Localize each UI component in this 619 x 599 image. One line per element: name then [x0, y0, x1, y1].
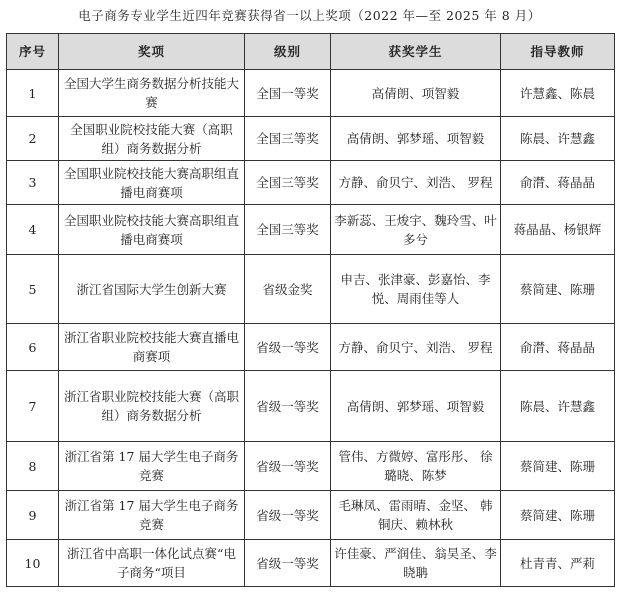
- header-teachers: 指导教师: [501, 34, 615, 70]
- cell-students: 申吉、张津豪、彭嘉怡、李悦、周雨佳等人: [331, 255, 501, 324]
- cell-students: 李新蕊、王焌宇、魏玲雪、叶多兮: [331, 205, 501, 255]
- cell-award: 浙江省职业院校技能大赛（高职组）商务数据分析: [59, 371, 245, 442]
- cell-students: 高倩朗、郭梦瑶、项智毅: [331, 371, 501, 442]
- cell-level: 省级一等奖: [245, 491, 331, 540]
- cell-no: 6: [7, 324, 59, 371]
- cell-level: 全国三等奖: [245, 117, 331, 161]
- awards-table: [6, 33, 615, 587]
- table-caption: 电子商务专业学生近四年竞赛获得省一以上奖项（2022 年—至 2025 年 8 月）: [78, 8, 541, 23]
- cell-students: 管伟、方微婷、富彤彤、 徐璐晓、陈梦: [331, 442, 501, 491]
- cell-no: 5: [7, 255, 59, 324]
- cell-no: 1: [7, 70, 59, 117]
- cell-award: 全国职业院校技能大赛高职组直播电商赛项: [59, 161, 245, 205]
- cell-level: 省级金奖: [245, 255, 331, 324]
- cell-award: 浙江省职业院校技能大赛直播电商赛项: [59, 324, 245, 371]
- cell-level: 省级一等奖: [245, 371, 331, 442]
- cell-award: 浙江省中高职一体化试点赛“电子商务“项目: [59, 540, 245, 587]
- cell-teachers: 俞潸、蒋晶晶: [501, 161, 615, 205]
- table-row: [7, 161, 615, 205]
- cell-teachers: 俞潸、蒋晶晶: [501, 324, 615, 371]
- table-row: [7, 324, 615, 371]
- cell-level: 省级一等奖: [245, 324, 331, 371]
- cell-students: 方静、俞贝宁、刘浩、 罗程: [331, 161, 501, 205]
- cell-teachers: 陈晨、许慧鑫: [501, 371, 615, 442]
- cell-no: 10: [7, 540, 59, 587]
- table-row: [7, 491, 615, 540]
- table-row: [7, 540, 615, 587]
- cell-level: 省级一等奖: [245, 540, 331, 587]
- cell-level: 全国一等奖: [245, 70, 331, 117]
- cell-award: 全国大学生商务数据分析技能大赛: [59, 70, 245, 117]
- cell-teachers: 许慧鑫、陈晨: [501, 70, 615, 117]
- cell-students: 高倩朗、郭梦瑶、项智毅: [331, 117, 501, 161]
- cell-students: 高倩朗、项智毅: [331, 70, 501, 117]
- table-row: [7, 117, 615, 161]
- cell-teachers: 蔡简建、陈珊: [501, 442, 615, 491]
- header-level: 级别: [245, 34, 331, 70]
- cell-level: 全国三等奖: [245, 205, 331, 255]
- cell-level: 全国三等奖: [245, 161, 331, 205]
- cell-teachers: 陈晨、许慧鑫: [501, 117, 615, 161]
- cell-award: 浙江省第 17 届大学生电子商务竞赛: [59, 491, 245, 540]
- table-row: [7, 371, 615, 442]
- cell-award: 浙江省第 17 届大学生电子商务竞赛: [59, 442, 245, 491]
- cell-students: 毛琳凤、雷雨晴、金坚、 韩铜庆、赖林秋: [331, 491, 501, 540]
- cell-teachers: 蔡简建、陈珊: [501, 255, 615, 324]
- cell-award: 全国职业院校技能大赛高职组直播电商赛项: [59, 205, 245, 255]
- cell-students: 许佳豪、严润佳、翁昊圣、李晓聃: [331, 540, 501, 587]
- cell-no: 3: [7, 161, 59, 205]
- cell-no: 4: [7, 205, 59, 255]
- cell-award: 全国职业院校技能大赛（高职组）商务数据分析: [59, 117, 245, 161]
- cell-teachers: 蔡简建、陈珊: [501, 491, 615, 540]
- table-row: [7, 205, 615, 255]
- cell-teachers: 杜青青、严莉: [501, 540, 615, 587]
- header-students: 获奖学生: [331, 34, 501, 70]
- header-award: 奖项: [59, 34, 245, 70]
- cell-no: 2: [7, 117, 59, 161]
- table-row: [7, 70, 615, 117]
- cell-award: 浙江省国际大学生创新大赛: [59, 255, 245, 324]
- cell-students: 方静、俞贝宁、刘浩、 罗程: [331, 324, 501, 371]
- cell-level: 省级一等奖: [245, 442, 331, 491]
- cell-no: 8: [7, 442, 59, 491]
- header-no: 序号: [7, 34, 59, 70]
- cell-teachers: 蒋晶晶、杨银辉: [501, 205, 615, 255]
- table-row: [7, 442, 615, 491]
- cell-no: 7: [7, 371, 59, 442]
- cell-no: 9: [7, 491, 59, 540]
- table-row: [7, 255, 615, 324]
- header-row: [7, 34, 615, 70]
